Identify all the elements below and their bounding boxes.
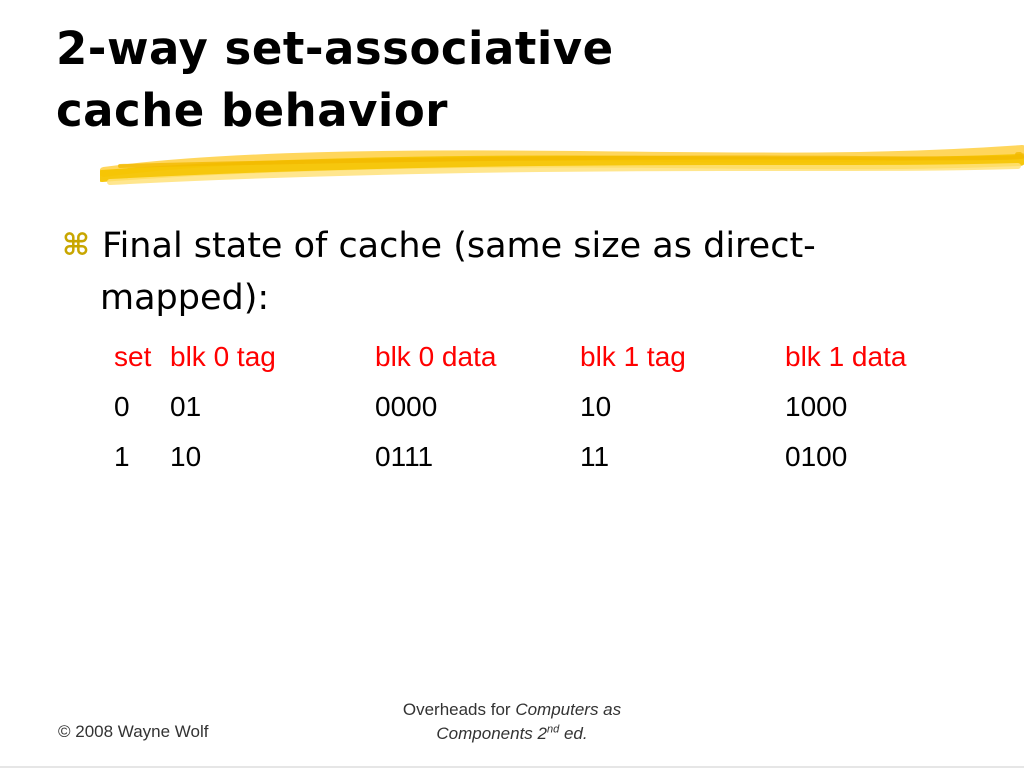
- cell-blk1-data: 0100: [785, 441, 848, 472]
- table-row: [108, 382, 985, 432]
- cache-state-table: [108, 332, 985, 482]
- header-set: set: [114, 341, 152, 372]
- footer-prefix: Overheads for: [402, 700, 516, 719]
- header-blk0-tag: blk 0 tag: [170, 341, 276, 372]
- header-blk1-data: blk 1 data: [785, 341, 907, 372]
- cell-blk0-tag: 10: [170, 441, 202, 472]
- slide-title: [56, 18, 956, 142]
- footer-course-credit: [352, 698, 672, 746]
- table-row: [108, 432, 985, 482]
- footer-book-title-part1: Computers as: [515, 700, 622, 719]
- cell-blk1-tag: 10: [580, 391, 612, 422]
- cell-blk1-tag: 11: [580, 441, 610, 472]
- footer-edition-superscript: nd: [546, 723, 560, 736]
- cell-blk0-data: 0000: [375, 391, 438, 422]
- title-line-2: cache behavior: [56, 84, 448, 137]
- command-key-bullet-icon: ⌘: [62, 228, 90, 263]
- table-header-row: [108, 332, 985, 382]
- footer-book-title-part2: Components 2: [436, 724, 547, 743]
- cell-blk0-tag: 01: [170, 391, 202, 422]
- title-line-1: 2-way set-associative: [56, 22, 614, 75]
- bullet-point: [62, 220, 962, 324]
- header-blk0-data: blk 0 data: [375, 341, 497, 372]
- header-blk1-tag: blk 1 tag: [580, 341, 686, 372]
- highlighter-stroke-decoration: [100, 142, 1024, 192]
- bullet-text: [62, 220, 962, 324]
- cell-blk0-data: 0111: [375, 441, 434, 472]
- cell-set: 0: [114, 391, 130, 422]
- bullet-text-line-2: mapped):: [100, 278, 270, 318]
- bullet-text-line-1: Final state of cache (same size as direct-: [102, 226, 816, 266]
- footer-edition-suffix: ed.: [559, 724, 588, 743]
- cell-blk1-data: 1000: [785, 391, 848, 422]
- cell-set: 1: [114, 441, 130, 472]
- footer-copyright: © 2008 Wayne Wolf: [58, 722, 209, 741]
